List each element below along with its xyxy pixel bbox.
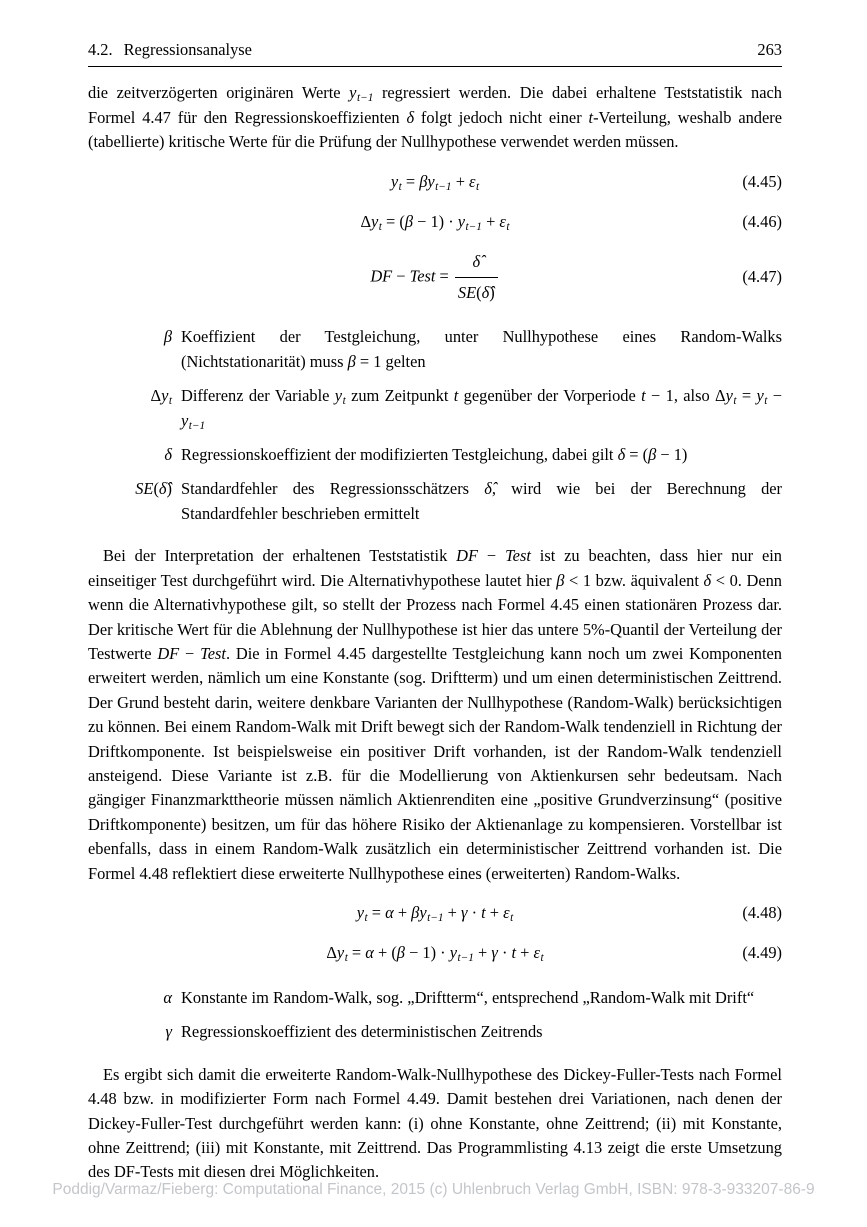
equation-number: (4.47) [742,267,782,287]
definition-term: δ [164,445,172,465]
definition-text: Koeffizient der Testgleichung, unter Nullhypothese eines Random-Walks (Nichtstationarität) muss β = 1 gelten [181,327,782,371]
definition-term: α [163,987,172,1007]
equation-content: Δyt = (β − 1) · yt−1 + εt [360,211,510,233]
equation-content: yt = βyt−1 + εt [390,171,480,193]
footer [0,1181,867,1199]
equation-group-2 [88,901,782,966]
definition-text: Differenz der Variable yt zum Zeitpunkt t gegenüber der Vorperiode t − 1, also Δyt = yt − yt−1 [181,386,782,432]
definition-item [88,325,782,374]
equation-number: (4.48) [742,903,782,923]
definition-list-1 [88,325,782,526]
equation-group-1 [88,170,782,306]
definition-item [88,443,782,467]
definition-term: γ [165,1022,172,1042]
equation [88,901,782,926]
definition-list-2 [88,986,782,1045]
equation [88,941,782,966]
definition-item [88,477,782,526]
running-header [88,38,782,67]
fraction: $\frac{\deltâ}{SE(\deltâ)}$ [455,250,498,306]
equation [88,170,782,195]
equation [88,210,782,235]
equation-number: (4.46) [742,211,782,231]
equation-content: yt = α + βyt−1 + γ · t + εt [356,903,514,925]
definition-text: Regressionskoeffizient der modifizierten Testgleichung, dabei gilt δ = (β − 1) [181,445,688,465]
section-number: 4.2. [88,40,113,59]
definition-term: Δyt [150,386,172,408]
equation-number: (4.45) [742,171,782,191]
section-title: Regressionsanalyse [123,40,252,59]
equation-number: (4.49) [742,943,782,963]
equation-content: DF − Test = $\frac{\deltâ}{SE(\deltâ)}$ [370,250,499,306]
definition-item [88,986,782,1010]
paragraph-2: Bei der Interpretation der erhaltenen Teststatistik DF − Test ist zu beachten, dass hier nur ein einseitiger Test durchgeführt wird. Die Alternativhypothese lautet hier β < 1 bzw. äquivalent δ < 0. Denn wenn die Alternativhypothese gilt, so stellt der Prozess nach Formel 4.45 einen stationären Prozess dar. Der kritische Wert für die Ablehnung der Nullhypothese ist hier das untere 5%-Quantil der Verteilung der Testwerte DF − Test. Die in Formel 4.45 dargestellte Testgleichung kann noch um zwei Komponenten erweitert werden, nämlich um eine Konstante (sog. Driftterm) und um einen deterministischen Zeittrend. Der Grund besteht darin, weitere denkbare Varianten der Nullhypothese (Random-Walk) berücksichtigen zu können. Bei einem Random-Walk mit Drift bewegt sich der Random-Walk tendenziell in Richtung der Driftkomponente. Ist beispielsweise ein positiver Drift vorhanden, ist der Random-Walk tendenziell ansteigend. Diese Variante ist z.B. für die Modellierung von Aktienkursen sehr bedeutsam. Nach gängiger Finanzmarkttheorie müssen nämlich Aktienrenditen eine „positive Grundverzinsung“ (positive Driftkomponente) besitzen, um für das höhere Risiko der Aktienanlage zu kompensieren. Vorstellbar ist ebenfalls, dass in einem Random-Walk zusätzlich ein deterministischer Zeittrend vorhanden ist. Die Formel 4.48 reflektiert diese erweiterte Nullhypothese eines (erweiterten) Random-Walks. [88,546,782,883]
equation [88,250,782,306]
paragraph-1: die zeitverzögerten originären Werte yt−1 regressiert werden. Die dabei erhaltene Teststatistik nach Formel 4.47 für den Regressionskoeffizienten δ folgt jedoch nicht einer t-Verteilung, weshalb andere (tabellierte) kritische Werte für die Prüfung der Nullhypothese verwendet werden müssen. [88,83,782,152]
definition-text: Standardfehler des Regressionsschätzers δ̂, wird wie bei der Berechnung der Standardfehler beschrieben ermittelt [181,479,783,523]
definition-text: Regressionskoeffizient des deterministischen Zeitrends [181,1022,543,1042]
paragraph-3: Es ergibt sich damit die erweiterte Random-Walk-Nullhypothese des Dickey-Fuller-Tests nach Formel 4.48 bzw. in modifizierter Form nach Formel 4.49. Damit bestehen drei Variationen, nach denen der Dickey-Fuller-Test durchgeführt werden kann: (i) ohne Konstante, ohne Zeittrend; (ii) mit Konstante, ohne Zeittrend; (iii) mit Konstante, mit Zeittrend. Das Programmlisting 4.13 zeigt die erste Umsetzung des DF-Tests mit diesen drei Möglichkeiten. [88,1064,782,1182]
definition-text: Konstante im Random-Walk, sog. „Driftterm“, entsprechend „Random-Walk mit Drift“ [181,987,755,1007]
equation-content: Δyt = α + (β − 1) · yt−1 + γ · t + εt [326,943,544,965]
section-heading [88,38,252,62]
page-number: 263 [757,40,782,59]
definition-item [88,1020,782,1044]
definition-term: β [163,327,172,347]
footer-text: Poddig/Varmaz/Fieberg: Computational Finance, 2015 (c) Uhlenbruch Verlag GmbH, ISBN: 978-3-933207-86-9 [52,1181,815,1198]
page-content [88,38,782,1185]
definition-term: SE(δ̂) [135,479,172,499]
definition-item [88,384,782,433]
